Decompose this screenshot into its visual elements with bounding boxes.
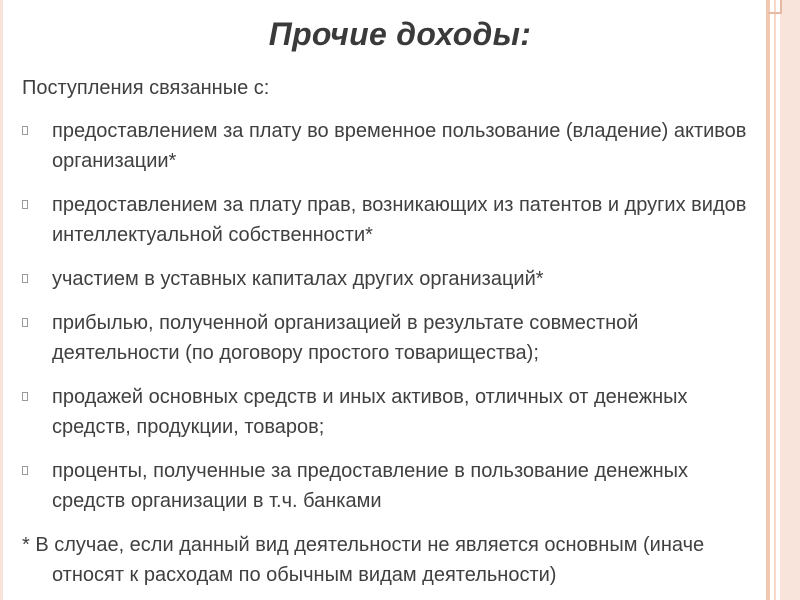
bullet-text: участием в уставных капиталах других организаций* <box>52 268 544 290</box>
bullet-item <box>22 308 764 368</box>
bullet-item <box>22 190 764 250</box>
frame-stripe <box>780 0 800 600</box>
bullet-text: проценты, полученные за предоставление в пользование денежных средств организации в т.ч. банками <box>52 460 688 512</box>
bullet-item <box>22 382 764 442</box>
bullet-list <box>22 116 764 516</box>
bullet-text: предоставлением за плату во временное пользование (владение) активов организации* <box>52 120 747 172</box>
footnote: * В случае, если данный вид деятельности не является основным (иначе относят к расходам по обычным видам деятельности) <box>22 534 705 586</box>
left-decorative-rule <box>0 0 3 600</box>
slide-title: Прочие доходы: <box>268 16 532 52</box>
hollow-square-bullet-icon <box>22 318 28 327</box>
frame-corner-mark <box>768 0 782 14</box>
bullet-text: продажей основных средств и иных активов, отличных от денежных средств, продукции, товаров; <box>52 386 688 438</box>
intro-text: Поступления связанные с: <box>22 77 270 99</box>
slide-content <box>22 74 764 590</box>
bullet-item <box>22 264 764 294</box>
hollow-square-bullet-icon <box>22 466 28 475</box>
hollow-square-bullet-icon <box>22 274 28 283</box>
hollow-square-bullet-icon <box>22 392 28 401</box>
hollow-square-bullet-icon <box>22 200 28 209</box>
bullet-text: предоставлением за плату прав, возникающих из патентов и других видов интеллектуальной собственности* <box>52 194 747 246</box>
frame-stripe <box>774 0 776 600</box>
hollow-square-bullet-icon <box>22 126 28 135</box>
bullet-item <box>22 116 764 176</box>
bullet-text: прибылью, полученной организацией в результате совместной деятельности (по договору простого товарищества); <box>52 312 639 364</box>
frame-stripe <box>766 0 770 600</box>
bullet-item <box>22 456 764 516</box>
right-decorative-frame <box>760 0 800 600</box>
